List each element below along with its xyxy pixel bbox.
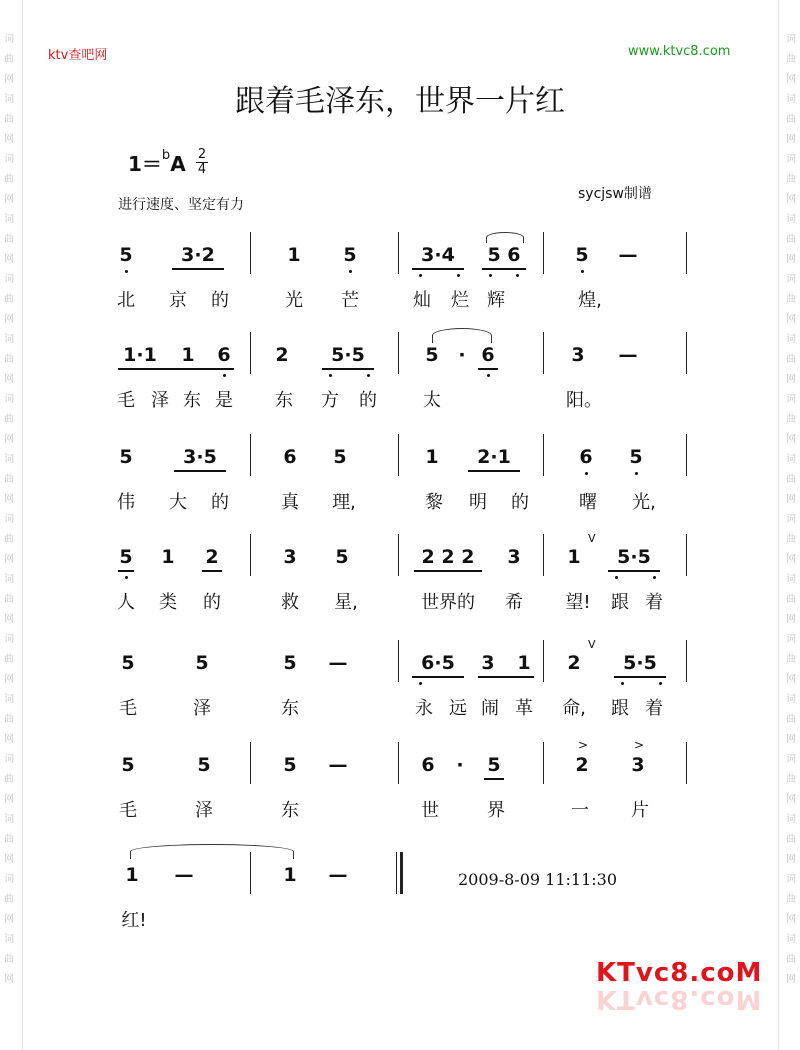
site-url-link[interactable]: www.ktvc8.com: [628, 44, 731, 59]
score-system-1: [0, 238, 800, 338]
underline-beam: [478, 368, 498, 370]
lyric: 煌,: [578, 290, 602, 311]
note: 6: [481, 344, 495, 366]
notes-row: [0, 532, 800, 580]
low-octave-dot: [659, 682, 662, 685]
song-title: 跟着毛泽东，世界一片红: [235, 84, 565, 119]
note: —: [174, 864, 194, 886]
lyric: 光: [285, 290, 303, 311]
lyric: 灿: [413, 290, 431, 311]
lyric: 望!: [565, 592, 591, 613]
lyric: 曙: [579, 492, 597, 513]
underline-beam: [118, 570, 134, 572]
tie: [130, 844, 294, 859]
lyric: 世: [421, 800, 439, 821]
underline-beam: [614, 676, 666, 678]
barline: [686, 434, 687, 476]
lyrics-row: [0, 796, 800, 826]
underline-beam: [482, 268, 526, 270]
low-octave-dot: [581, 270, 584, 273]
note: 5: [629, 446, 643, 468]
lyric: 泽: [151, 390, 169, 411]
lyric: 人: [117, 592, 135, 613]
note: 5: [119, 244, 133, 266]
lyric: 永: [415, 698, 433, 719]
note: 5: [121, 754, 135, 776]
underline-beam: [608, 570, 660, 572]
lyric: 革: [515, 698, 533, 719]
tempo-marking: 进行速度、坚定有力: [118, 197, 244, 213]
note: 5·5: [617, 546, 651, 568]
slur: [432, 328, 492, 343]
lyric: 毛: [119, 800, 137, 821]
lyric: 大: [169, 492, 187, 513]
lyric: 闹: [481, 698, 499, 719]
lyrics-row: [0, 694, 800, 724]
low-octave-dot: [125, 576, 128, 579]
low-octave-dot: [653, 576, 656, 579]
note: 5: [119, 446, 133, 468]
note: 2: [575, 754, 589, 776]
note: 5: [487, 754, 501, 776]
barline: [398, 332, 399, 374]
note: 6: [421, 754, 435, 776]
lyric: 芒: [341, 290, 359, 311]
note: 1: [517, 652, 531, 674]
lyric: 的: [211, 290, 229, 311]
lyric: 着: [645, 698, 663, 719]
site-name-label[interactable]: ktv查吧网: [48, 48, 108, 63]
lyric: 是: [215, 390, 233, 411]
note: 1: [283, 864, 297, 886]
score-system-7: [0, 858, 800, 958]
key-note: A: [170, 152, 186, 176]
note: 1: [181, 344, 195, 366]
note: 1: [161, 546, 175, 568]
underline-beam: [468, 470, 520, 472]
barline: [686, 640, 687, 682]
lyrics-row: [0, 488, 800, 518]
lyric: 北: [117, 290, 135, 311]
note: 5: [197, 754, 211, 776]
lyric: 毛: [119, 698, 137, 719]
note: 1: [287, 244, 301, 266]
lyric: 远: [449, 698, 467, 719]
low-octave-dot: [457, 274, 460, 277]
lyric: 光,: [632, 492, 656, 513]
underline-beam: [174, 470, 226, 472]
lyrics-row: [0, 588, 800, 618]
lyric: 星,: [334, 592, 358, 613]
low-octave-dot: [615, 576, 618, 579]
lyric: 阳。: [566, 390, 602, 411]
barline: [398, 232, 399, 274]
note: 3·2: [181, 244, 215, 266]
lyric: 界: [487, 800, 505, 821]
note: 1·1: [123, 344, 157, 366]
lyric: 东: [281, 800, 299, 821]
note: 3: [283, 546, 297, 568]
barline: [398, 434, 399, 476]
note: —: [618, 344, 638, 366]
note: 5: [335, 546, 349, 568]
note: 3: [631, 754, 645, 776]
lyric: 毛: [117, 390, 135, 411]
site-logo[interactable]: KTvc8.coM: [596, 958, 763, 988]
note: 2 2 2: [421, 546, 475, 568]
arranger-credit: sycjsw制谱: [578, 186, 652, 202]
flat-sign: b: [161, 148, 171, 164]
low-octave-dot: [489, 274, 492, 277]
note: —: [618, 244, 638, 266]
note: 5: [425, 344, 439, 366]
low-octave-dot: [419, 274, 422, 277]
barline: [543, 434, 544, 476]
lyric: 跟: [611, 592, 629, 613]
low-octave-dot: [487, 374, 490, 377]
note: —: [328, 754, 348, 776]
score-system-5: [0, 638, 800, 746]
underline-beam: [484, 778, 504, 780]
note: —: [328, 652, 348, 674]
barline: [398, 534, 399, 576]
score-system-4: [0, 532, 800, 640]
note: 5: [575, 244, 589, 266]
timestamp: 2009-8-09 11:11:30: [458, 870, 618, 889]
lyric: 红!: [121, 910, 147, 931]
lyric: 太: [423, 390, 441, 411]
lyrics-row: [0, 386, 800, 416]
lyric: 泽: [193, 698, 211, 719]
barline: [686, 742, 687, 784]
underline-beam: [414, 570, 482, 572]
barline: [250, 332, 251, 374]
underline-beam: [478, 676, 534, 678]
note: ·: [458, 344, 466, 366]
note: 3·4: [421, 244, 455, 266]
note: 3: [571, 344, 585, 366]
lyric: 辉: [487, 290, 505, 311]
meter-top: 2: [197, 147, 207, 162]
score-system-3: [0, 440, 800, 540]
underline-beam: [118, 368, 234, 370]
breath-mark: V: [588, 638, 596, 651]
note: 5: [121, 652, 135, 674]
note: 6·5: [421, 652, 455, 674]
lyric: 的: [359, 390, 377, 411]
note: 5: [283, 652, 297, 674]
key-signature: [128, 148, 186, 177]
note: 2: [205, 546, 219, 568]
lyric: 命,: [562, 698, 586, 719]
notes-row: [0, 858, 800, 898]
lyric: 的: [203, 592, 221, 613]
note: 1: [125, 864, 139, 886]
underline-beam: [322, 368, 374, 370]
lyrics-row: [0, 906, 800, 936]
score-system-2: [0, 338, 800, 438]
barline: [543, 742, 544, 784]
barline: [543, 232, 544, 274]
note: 5: [333, 446, 347, 468]
note: 5·5: [623, 652, 657, 674]
left-watermark-column: 词曲网词曲网词曲网词曲网词曲网词曲网词曲网词曲网词曲网词曲网词曲网词曲网词曲网词曲网词曲网词曲网: [4, 34, 14, 985]
lyric: 明: [469, 492, 487, 513]
lyric: 烂: [451, 290, 469, 311]
barline: [686, 232, 687, 274]
barline: [543, 332, 544, 374]
notes-row: [0, 638, 800, 686]
lyric: 跟: [611, 698, 629, 719]
note: 5: [195, 652, 209, 674]
key-prefix: 1＝: [128, 152, 162, 176]
time-signature: [196, 148, 208, 177]
final-barline-thin: [396, 852, 397, 894]
barline: [543, 640, 544, 682]
note: 2·1: [477, 446, 511, 468]
notes-row: [0, 238, 800, 278]
low-octave-dot: [223, 374, 226, 377]
lyric: 真: [281, 492, 299, 513]
lyric: 泽: [195, 800, 213, 821]
low-octave-dot: [349, 270, 352, 273]
lyric: 着: [645, 592, 663, 613]
low-octave-dot: [329, 374, 332, 377]
barline: [398, 640, 399, 682]
underline-beam: [202, 570, 222, 572]
lyric: 东: [281, 698, 299, 719]
lyric: 世界的: [421, 592, 475, 613]
breath-mark: V: [588, 532, 596, 545]
accent-mark: >: [634, 738, 645, 752]
underline-beam: [172, 268, 224, 270]
right-watermark-column: 词曲网词曲网词曲网词曲网词曲网词曲网词曲网词曲网词曲网词曲网词曲网词曲网词曲网词曲网词曲网词曲网: [786, 34, 796, 985]
note: 2: [275, 344, 289, 366]
barline: [543, 534, 544, 576]
note: 3: [481, 652, 495, 674]
lyric: 救: [281, 592, 299, 613]
notes-row: [0, 738, 800, 788]
lyric: 片: [631, 800, 649, 821]
underline-beam: [412, 676, 464, 678]
barline: [250, 742, 251, 784]
lyric: 理,: [332, 492, 356, 513]
note: 5 6: [487, 244, 521, 266]
barline: [686, 332, 687, 374]
note: 5: [343, 244, 357, 266]
final-barline-thick: [400, 852, 403, 894]
note: 6: [217, 344, 231, 366]
barline: [398, 742, 399, 784]
low-octave-dot: [635, 472, 638, 475]
barline: [250, 434, 251, 476]
note: 5: [283, 754, 297, 776]
note: 3: [507, 546, 521, 568]
lyric: 东: [183, 390, 201, 411]
lyric: 类: [159, 592, 177, 613]
lyric: 一: [571, 800, 589, 821]
lyric: 的: [511, 492, 529, 513]
lyric: 的: [211, 492, 229, 513]
score-system-6: [0, 738, 800, 848]
note: ·: [456, 754, 464, 776]
note: 1: [425, 446, 439, 468]
lyric: 希: [505, 592, 523, 613]
low-octave-dot: [125, 270, 128, 273]
barline: [250, 232, 251, 274]
lyric: 东: [275, 390, 293, 411]
lyric: 方: [321, 390, 339, 411]
underline-beam: [412, 268, 464, 270]
note: 5·5: [331, 344, 365, 366]
note: 6: [283, 446, 297, 468]
low-octave-dot: [516, 274, 519, 277]
meter-bottom: 4: [197, 162, 207, 177]
barline: [686, 534, 687, 576]
slur: [486, 232, 524, 243]
lyric: 京: [169, 290, 187, 311]
note: 6: [579, 446, 593, 468]
barline: [250, 534, 251, 576]
low-octave-dot: [585, 472, 588, 475]
note: 3·5: [183, 446, 217, 468]
lyric: 黎: [425, 492, 443, 513]
notes-row: [0, 338, 800, 378]
note: 2: [567, 652, 581, 674]
site-logo-reflection: KTvc8.coM: [596, 984, 763, 1014]
lyric: 伟: [117, 492, 135, 513]
low-octave-dot: [621, 682, 624, 685]
low-octave-dot: [419, 682, 422, 685]
accent-mark: >: [578, 738, 589, 752]
low-octave-dot: [367, 374, 370, 377]
notes-row: [0, 440, 800, 480]
note: 1: [567, 546, 581, 568]
note: 5: [119, 546, 133, 568]
lyrics-row: [0, 286, 800, 316]
note: —: [328, 864, 348, 886]
